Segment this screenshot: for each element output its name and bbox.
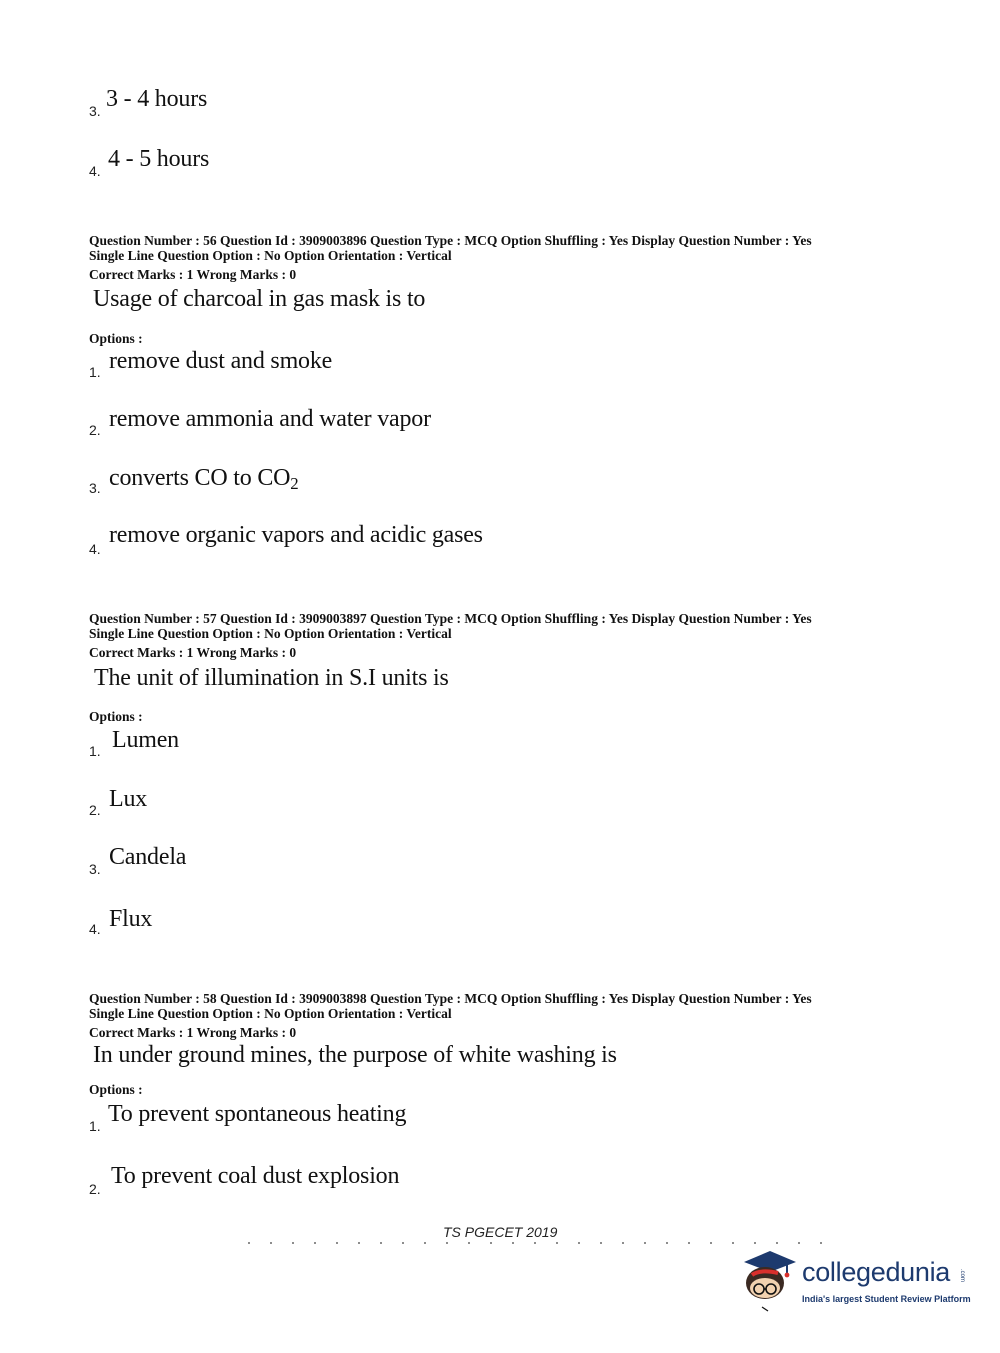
option-number: 1. [89, 1118, 101, 1134]
options-label: Options : [89, 1082, 143, 1097]
option-text: Lumen [112, 727, 179, 753]
question-marks: Correct Marks : 1 Wrong Marks : 0 [89, 267, 297, 282]
graduate-mascot-icon [738, 1245, 800, 1315]
option-number: 4. [89, 541, 101, 557]
question-meta-line1: Question Number : 58 Question Id : 3909003898 Question Type : MCQ Option Shuffling : Yes Display Question Number : Yes [89, 991, 812, 1006]
option-text: remove organic vapors and acidic gases [109, 522, 483, 548]
option-text: Candela [109, 844, 187, 870]
brand-tld: .com [959, 1269, 965, 1283]
option-number: 3. [89, 861, 101, 877]
options-label: Options : [89, 331, 143, 346]
option-number: 3. [89, 480, 101, 496]
question-text: The unit of illumination in S.I units is [94, 665, 449, 691]
brand-name: collegedunia [802, 1257, 951, 1287]
option-text: remove dust and smoke [109, 348, 333, 374]
question-meta [89, 611, 812, 641]
question-meta-line1: Question Number : 57 Question Id : 3909003897 Question Type : MCQ Option Shuffling : Yes Display Question Number : Yes [89, 611, 812, 626]
question-text: Usage of charcoal in gas mask is to [93, 286, 426, 312]
options-label: Options : [89, 709, 143, 724]
option-number: 3. [89, 103, 101, 119]
option-number: 2. [89, 1181, 101, 1197]
option-text: Flux [109, 906, 153, 932]
option-number: 4. [89, 163, 101, 179]
option-number: 2. [89, 422, 101, 438]
collegedunia-logo [738, 1245, 978, 1315]
option-text: remove ammonia and water vapor [109, 406, 431, 432]
option-text: 4 - 5 hours [108, 146, 210, 172]
option-number: 2. [89, 802, 101, 818]
option-number: 1. [89, 743, 101, 759]
brand-tagline: India's largest Student Review Platform [802, 1294, 971, 1304]
question-meta-line1: Question Number : 56 Question Id : 3909003896 Question Type : MCQ Option Shuffling : Yes Display Question Number : Yes [89, 233, 812, 248]
question-marks: Correct Marks : 1 Wrong Marks : 0 [89, 1025, 297, 1040]
exam-footer-title: TS PGECET 2019 [443, 1224, 558, 1240]
option-number: 4. [89, 921, 101, 937]
question-text: In under ground mines, the purpose of white washing is [93, 1042, 617, 1068]
option-text [109, 465, 298, 494]
option-text: To prevent spontaneous heating [108, 1101, 407, 1127]
option-text: 3 - 4 hours [106, 86, 208, 112]
question-meta-line2: Single Line Question Option : No Option Orientation : Vertical [89, 626, 452, 641]
question-meta-line2: Single Line Question Option : No Option Orientation : Vertical [89, 248, 452, 263]
question-meta-line2: Single Line Question Option : No Option Orientation : Vertical [89, 1006, 452, 1021]
option-number: 1. [89, 364, 101, 380]
question-marks: Correct Marks : 1 Wrong Marks : 0 [89, 645, 297, 660]
option-text: To prevent coal dust explosion [111, 1163, 400, 1189]
question-meta [89, 233, 812, 263]
option-text: Lux [109, 786, 148, 812]
option-text-main: converts CO to CO [109, 465, 291, 491]
subscript: 2 [290, 474, 299, 494]
question-meta [89, 991, 812, 1021]
